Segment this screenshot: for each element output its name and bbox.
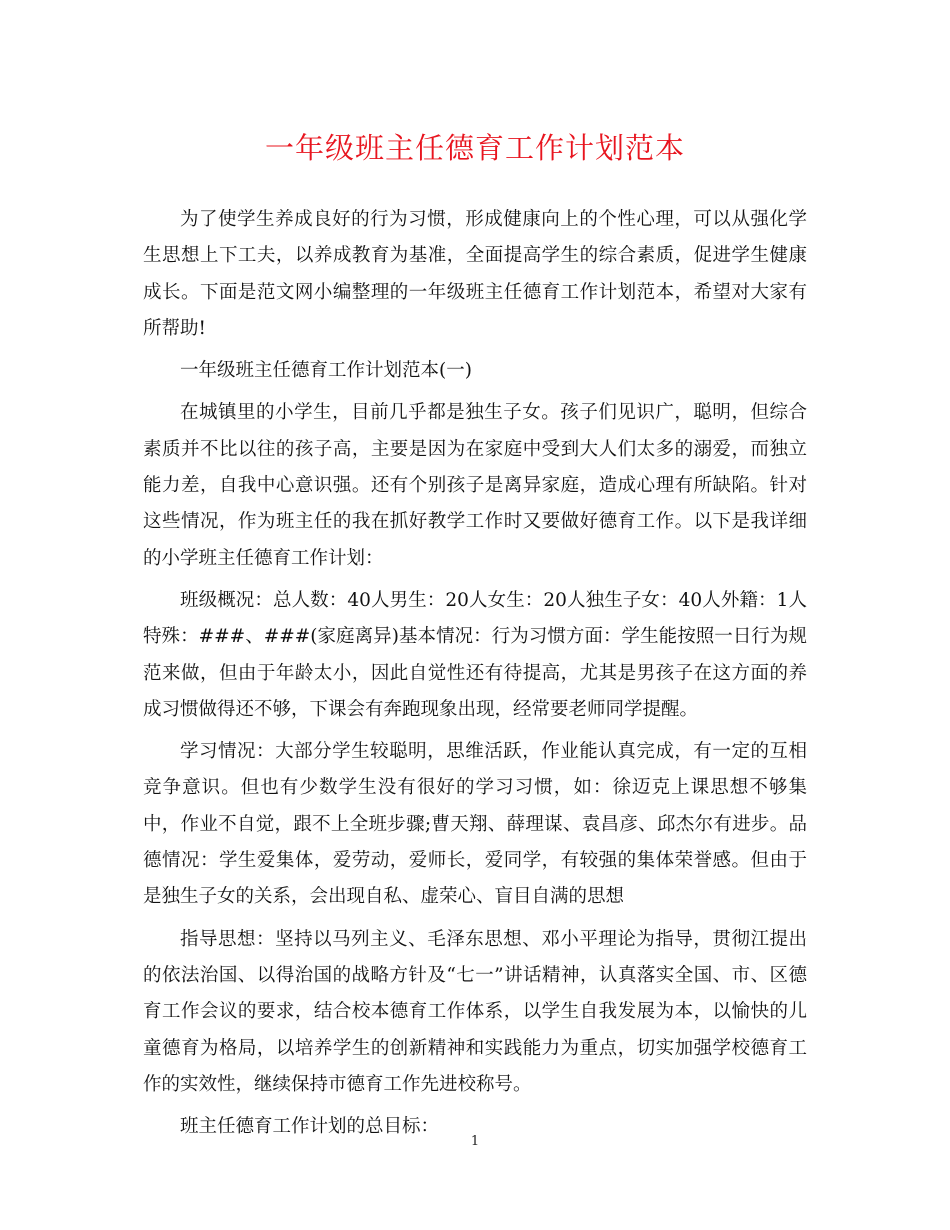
- document-body: [143, 202, 807, 1151]
- study-situation-paragraph: 学习情况：大部分学生较聪明，思维活跃，作业能认真完成，有一定的互相竞争意识。但也有少数学生没有很好的学习习惯，如：徐迈克上课思想不够集中，作业不自觉，跟不上全班步骤;曹天翔、薛理谋、袁昌彦、邱杰尔有进步。品德情况：学生爱集体，爱劳动，爱师长，爱同学，有较强的集体荣誉感。但由于是独生子女的关系，会出现自私、虚荣心、盲目自满的思想: [143, 741, 807, 908]
- section-heading: 一年级班主任德育工作计划范本(一): [180, 360, 472, 382]
- document-title: 一年级班主任德育工作计划范本: [264, 131, 685, 165]
- class-overview-paragraph: 班级概况：总人数：40人男生：20人女生：20人独生子女：40人外籍：1人特殊：###、###(家庭离异)基本情况：行为习惯方面：学生能按照一日行为规范来做，但由于年龄太小，因此自觉性还有待提高，尤其是男孩子在这方面的养成习惯做得还不够，下课会有奔跑现象出现，经常要老师同学提醒。: [143, 589, 807, 720]
- background-paragraph: 在城镇里的小学生，目前几乎都是独生子女。孩子们见识广，聪明，但综合素质并不比以往的孩子高，主要是因为在家庭中受到大人们太多的溺爱，而独立能力差，自我中心意识强。还有个别孩子是离异家庭，造成心理有所缺陷。针对这些情况，作为班主任的我在抓好教学工作时又要做好德育工作。以下是我详细的小学班主任德育工作计划：: [143, 402, 807, 569]
- overall-goal-paragraph: 班主任德育工作计划的总目标：: [180, 1116, 440, 1138]
- guiding-thought-paragraph: 指导思想：坚持以马列主义、毛泽东思想、邓小平理论为指导，贯彻江提出的依法治国、以得治国的战略方针及“七一”讲话精神，认真落实全国、市、区德育工作会议的要求，结合校本德育工作体系，以学生自我发展为本，以愉快的儿童德育为格局，以培养学生的创新精神和实践能力为重点，切实加强学校德育工作的实效性，继续保持市德育工作先进校称号。: [143, 928, 807, 1095]
- intro-paragraph: 为了使学生养成良好的行为习惯，形成健康向上的个性心理，可以从强化学生思想上下工夫，以养成教育为基准，全面提高学生的综合素质，促进学生健康成长。下面是范文网小编整理的一年级班主任德育工作计划范本，希望对大家有所帮助!: [143, 209, 807, 339]
- page-number: 1: [470, 1134, 480, 1149]
